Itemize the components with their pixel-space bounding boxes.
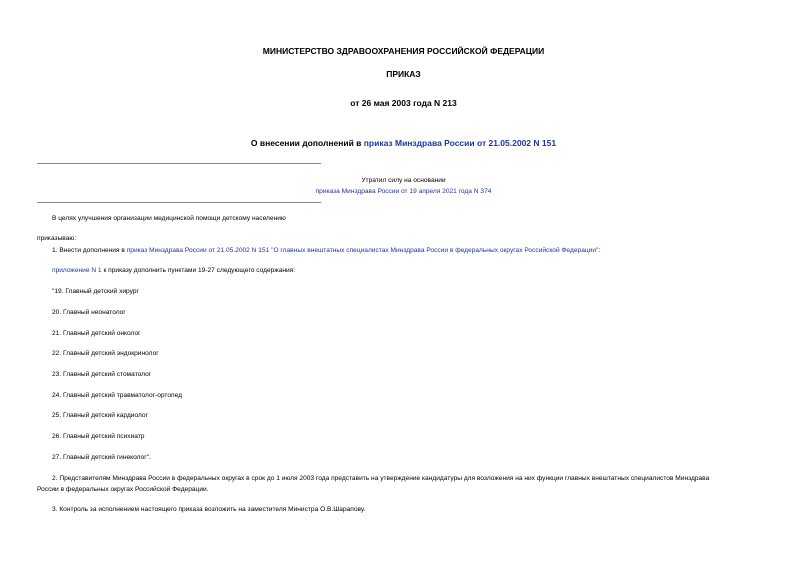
document-title [0,138,807,148]
item-1-prefix: 1. Внести дополнения в [52,247,127,254]
item-2-line-1: 2. Представителям Минздрава России в федеральных округах в срок до 1 июля 2003 года представить на утверждение кандидатуры для возложения на них функции главных внештатных специалистов Минздрава [52,475,710,482]
notice-line: Утратил силу на основании [361,177,446,184]
doc-type-heading: ПРИКАЗ [386,69,421,79]
notice-link[interactable]: приказа Минздрава России от 19 апреля 2021 года N 374 [315,188,492,195]
order-word: приказываю: [37,235,77,242]
list-item: 25. Главный детский кардиолог [52,412,148,419]
title-prefix: О внесении дополнений в [250,138,364,148]
appendix-link[interactable]: приложение N 1 [52,267,102,274]
list-item: 23. Главный детский стоматолог [52,371,152,378]
list-item: 27. Главный детский гинеколог". [52,454,151,461]
list-item: 24. Главный детский травматолог-ортопед [52,392,182,399]
ministry-heading: МИНИСТЕРСТВО ЗДРАВООХРАНЕНИЯ РОССИЙСКОЙ ФЕДЕРАЦИИ [262,46,545,56]
intro-paragraph: В целях улучшения организации медицинской помощи детскому населению [52,215,286,222]
divider-bottom [37,202,321,203]
divider-top [37,163,321,164]
item-2-line-2: России в федеральных округах Российской Федерации. [37,486,209,493]
list-item: 22. Главный детский эндокринолог [52,350,159,357]
date-number-heading: от 26 мая 2003 года N 213 [350,98,457,108]
appendix-paragraph [52,268,295,275]
item-1 [52,248,600,255]
list-item: 26. Главный детский психиатр [52,433,145,440]
title-link[interactable]: приказ Минздрава России от 21.05.2002 N 151 [363,138,557,148]
item-1-suffix: : [598,247,601,254]
item-1-link[interactable]: приказ Минздрава России от 21.05.2002 N 151 "О главных внештатных специалистах Минздрава России в федеральных округах Российской Федерации" [126,247,599,254]
list-item: 20. Главный неонатолог [52,309,126,316]
list-item: "19. Главный детский хирург [52,288,139,295]
list-item: 21. Главный детский онколог [52,330,141,337]
appendix-text: к приказу дополнить пунктами 19-27 следующего содержания: [101,267,296,274]
item-3: 3. Контроль за исполнением настоящего приказа возложить на заместителя Министра О.В.Шарапову. [52,506,366,513]
